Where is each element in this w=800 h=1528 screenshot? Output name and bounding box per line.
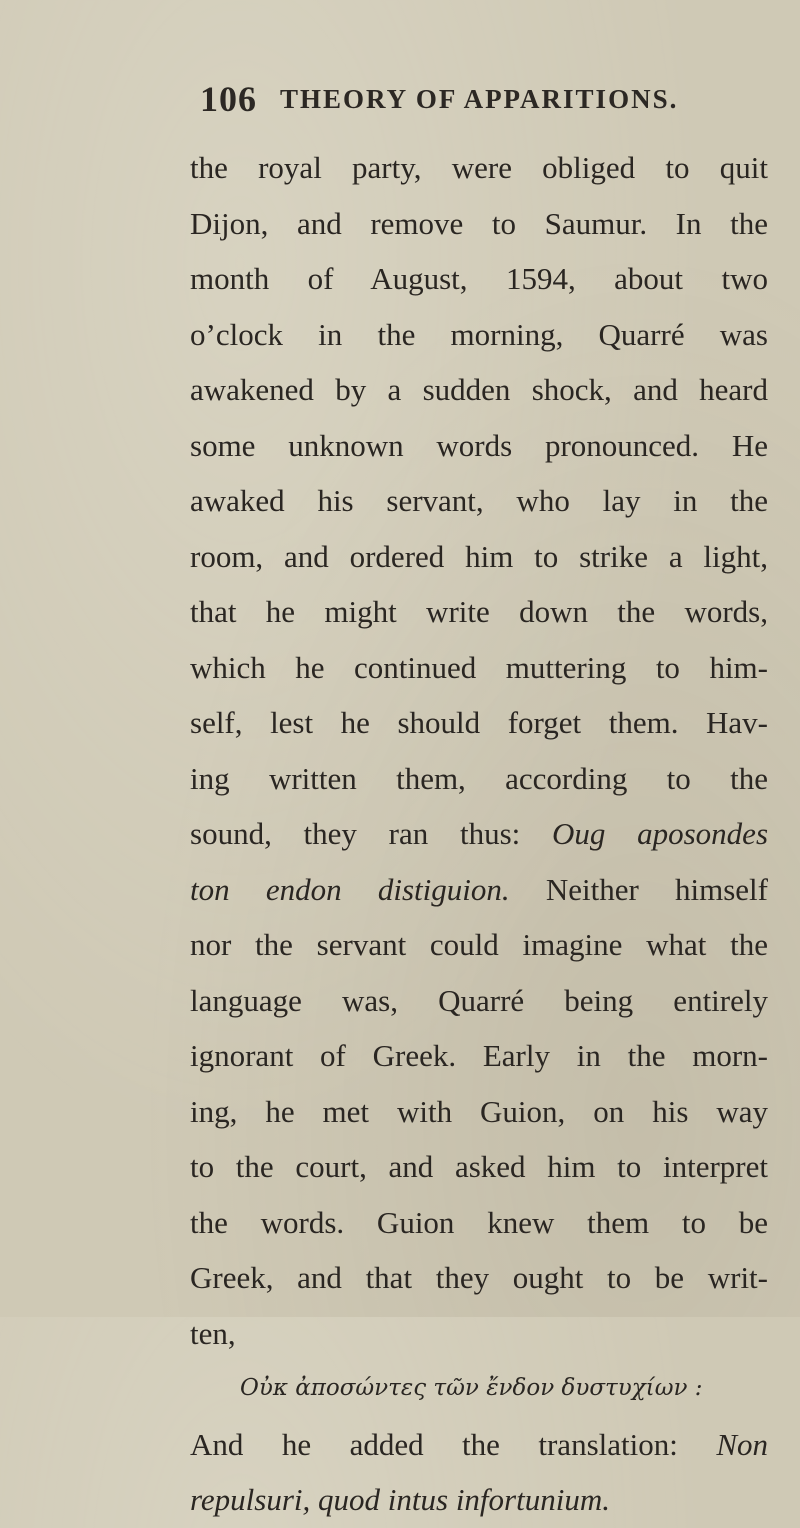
italic-phrase: Oug aposondes — [552, 816, 769, 851]
text-line: Greek, and that they ought to be writ- — [190, 1260, 768, 1295]
text-line: the words. Guion knew them to be — [190, 1204, 768, 1240]
text-line: ignorant of Greek. Early in the morn- — [190, 1038, 768, 1073]
text-line — [190, 1417, 768, 1473]
text-line — [190, 806, 768, 862]
text-line: o’clock in the morning, Quarré was — [190, 316, 768, 352]
text-line: ing, he met with Guion, on his way — [190, 1093, 768, 1129]
text-line: month of August, 1594, about two — [190, 261, 768, 296]
text-line: self, lest he should forget them. Hav- — [190, 705, 768, 740]
italic-phrase: ton endon distiguion. — [190, 871, 510, 907]
text-line: some unknown words pronounced. He — [190, 427, 768, 463]
text-line: awaked his servant, who lay in the — [190, 483, 768, 518]
italic-phrase: Non — [716, 1426, 769, 1462]
text-line: ing written them, according to the — [190, 760, 768, 796]
latin-translation: repulsuri, quod intus infortunium. — [190, 1482, 610, 1517]
text-line: nor the servant could imagine what the — [190, 927, 768, 962]
text-line: awakened by a sudden shock, and heard — [190, 372, 768, 407]
text-line: language was, Quarré being entirely — [190, 982, 768, 1018]
text-line: that he might write down the words, — [190, 594, 768, 629]
text-segment: sound, they ran thus: — [190, 816, 521, 851]
text-line: Dijon, and remove to Saumur. In the — [190, 205, 768, 241]
text-segment: And he added the translation: — [190, 1426, 678, 1462]
text-line: to the court, and asked him to interpret — [190, 1149, 768, 1184]
text-segment: Neither himself — [545, 871, 768, 907]
running-head — [200, 78, 760, 118]
text-line: the royal party, were obliged to quit — [190, 150, 768, 185]
text-line: which he continued muttering to him- — [190, 649, 768, 685]
greek-quotation: Οὐκ ἀποσώντες τῶν ἔνδον δυστυχίων : — [240, 1375, 703, 1401]
text-line: ten, — [190, 1315, 236, 1351]
text-line: room, and ordered him to strike a light, — [190, 538, 768, 574]
text-line — [190, 1472, 768, 1528]
text-line — [190, 862, 768, 918]
page-number: 106 — [200, 79, 257, 119]
running-title: THEORY OF APPARITIONS. — [280, 84, 679, 114]
body-text — [190, 140, 768, 1528]
